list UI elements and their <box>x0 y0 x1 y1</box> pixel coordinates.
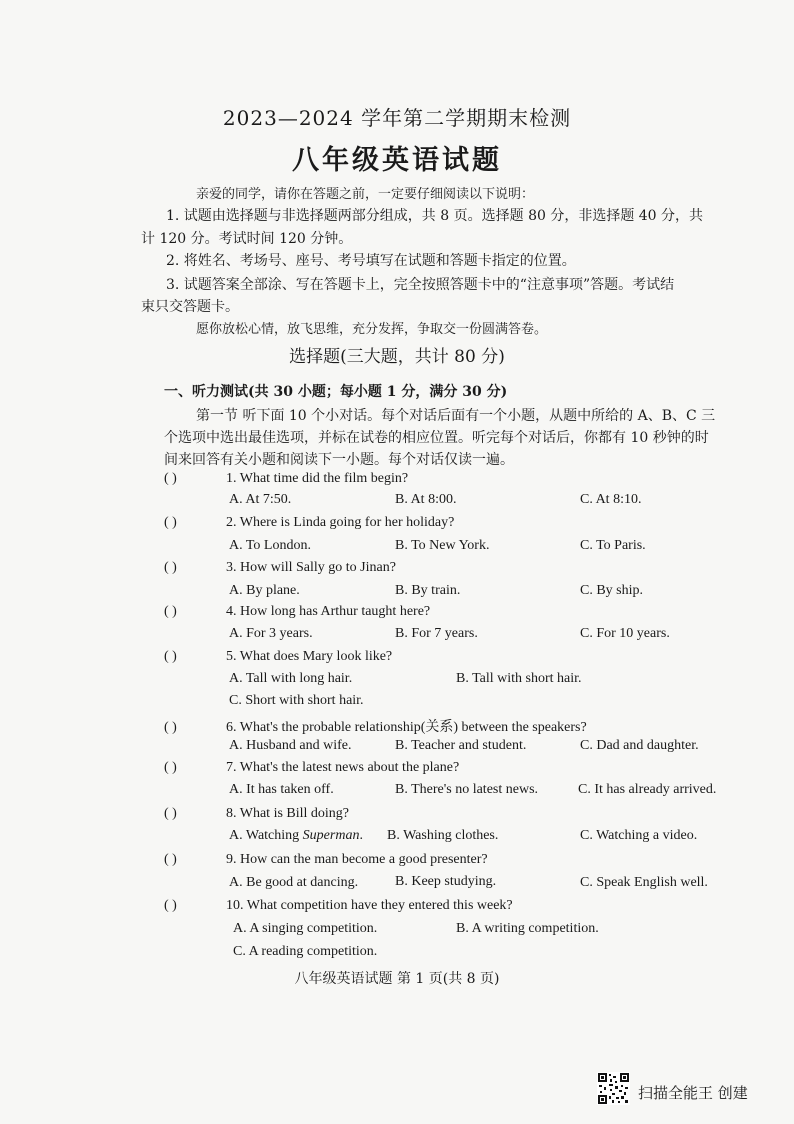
option-c: C. Dad and daughter. <box>580 738 699 753</box>
option-b: B. By train. <box>395 583 461 598</box>
option-a: A. To London. <box>229 538 311 553</box>
question-6 <box>164 716 587 736</box>
listening-part-title: 一、听力测试(共 30 小题；每小题 1 分，满分 30 分) <box>164 384 508 400</box>
answer-bracket[interactable]: ( ) <box>164 898 177 913</box>
question-9 <box>164 852 488 868</box>
question-3 <box>164 560 396 576</box>
option-b: B. For 7 years. <box>395 626 478 641</box>
question-text: 5. What does Mary look like? <box>226 649 393 664</box>
question-text: 2. Where is Linda going for her holiday? <box>226 515 455 530</box>
question-8 <box>164 806 349 822</box>
question-7 <box>164 760 459 776</box>
question-text: 7. What's the latest news about the plane? <box>226 760 460 775</box>
option-b: B. Washing clothes. <box>387 828 499 843</box>
option-b: B. A writing competition. <box>456 921 599 936</box>
option-a: A. Husband and wife. <box>229 738 352 753</box>
option-a: A. Be good at dancing. <box>229 875 359 890</box>
option-a: A. Tall with long hair. <box>229 671 353 686</box>
question-text: 1. What time did the film begin? <box>226 471 409 486</box>
answer-bracket[interactable]: ( ) <box>164 720 177 735</box>
question-text: 6. What's the probable relationship(关系) between the speakers? <box>226 720 587 735</box>
answer-bracket[interactable]: ( ) <box>164 471 177 486</box>
answer-bracket[interactable]: ( ) <box>164 760 177 775</box>
option-c: C. A reading competition. <box>233 944 378 959</box>
scanner-watermark: 扫描全能王 创建 <box>638 1084 748 1102</box>
option-a: A. It has taken off. <box>229 782 334 797</box>
option-c: C. Speak English well. <box>580 875 708 890</box>
question-text: 3. How will Sally go to Jinan? <box>226 560 396 575</box>
option-b: B. At 8:00. <box>395 492 457 507</box>
option-c: C. Watching a video. <box>580 828 698 843</box>
exam-main-title: 八年级英语试题 <box>292 145 502 176</box>
question-4 <box>164 604 430 620</box>
answer-bracket[interactable]: ( ) <box>164 515 177 530</box>
option-b: B. There's no latest news. <box>395 782 539 797</box>
option-c: C. For 10 years. <box>580 626 670 641</box>
qr-code-icon <box>597 1072 630 1105</box>
instruction-item-1-line-1: 1. 试题由选择题与非选择题两部分组成，共 8 页。选择题 80 分，非选择题 40 分，共 <box>166 208 704 224</box>
section-title: 选择题(三大题，共计 80 分) <box>289 347 505 367</box>
subsection-instructions-line-2: 个选项中选出最佳选项，并标在试卷的相应位置。听完每个对话后，你都有 10 秒钟的时 <box>164 430 709 446</box>
option-a-suffix: . <box>359 828 363 843</box>
instructions-greeting: 亲爱的同学，请你在答题之前，一定要仔细阅读以下说明： <box>196 187 535 202</box>
question-2 <box>164 515 454 531</box>
page-footer: 八年级英语试题 第 1 页(共 8 页) <box>294 971 500 987</box>
option-b: B. Tall with short hair. <box>456 671 582 686</box>
instruction-item-2: 2. 将姓名、考场号、座号、考号填写在试题和答题卡指定的位置。 <box>166 253 576 269</box>
option-b: B. Teacher and student. <box>395 738 527 753</box>
option-a: A. By plane. <box>229 583 300 598</box>
option-a <box>229 828 363 844</box>
option-c: C. At 8:10. <box>580 492 642 507</box>
answer-bracket[interactable]: ( ) <box>164 649 177 664</box>
option-b: B. To New York. <box>395 538 490 553</box>
question-1 <box>164 471 408 487</box>
answer-bracket[interactable]: ( ) <box>164 806 177 821</box>
exam-year-title: 2023—2024 学年第二学期期末检测 <box>222 106 572 130</box>
instruction-item-3-line-2: 束只交答题卡。 <box>141 299 239 315</box>
question-text: 4. How long has Arthur taught here? <box>226 604 431 619</box>
option-a-title: Superman <box>302 828 360 843</box>
option-a: A. A singing competition. <box>233 921 378 936</box>
option-c: C. By ship. <box>580 583 644 598</box>
answer-bracket[interactable]: ( ) <box>164 560 177 575</box>
question-text: 8. What is Bill doing? <box>226 806 350 821</box>
question-text: 9. How can the man become a good presenter? <box>226 852 488 867</box>
subsection-instructions-line-3: 间来回答有关小题和阅读下一小题。每个对话仅读一遍。 <box>164 452 514 468</box>
subsection-instructions-line-1: 第一节 听下面 10 个小对话。每个对话后面有一个小题，从题中所给的 A、B、C 三 <box>196 408 716 424</box>
question-5 <box>164 649 392 665</box>
question-10 <box>164 898 513 914</box>
instruction-item-3-line-1: 3. 试题答案全部涂、写在答题卡上，完全按照答题卡中的“注意事项”答题。考试结 <box>166 277 675 293</box>
answer-bracket[interactable]: ( ) <box>164 852 177 867</box>
option-c: C. It has already arrived. <box>578 782 717 797</box>
option-b: B. Keep studying. <box>395 874 497 889</box>
option-c: C. Short with short hair. <box>229 693 364 708</box>
option-c: C. To Paris. <box>580 538 646 553</box>
answer-bracket[interactable]: ( ) <box>164 604 177 619</box>
option-a: A. For 3 years. <box>229 626 313 641</box>
instruction-item-1-line-2: 计 120 分。考试时间 120 分钟。 <box>141 231 353 247</box>
instructions-wish: 愿你放松心情，放飞思维，充分发挥，争取交一份圆满答卷。 <box>196 322 548 337</box>
question-text: 10. What competition have they entered this week? <box>226 898 513 913</box>
option-a-prefix: A. Watching <box>229 828 303 843</box>
option-a: A. At 7:50. <box>229 492 292 507</box>
